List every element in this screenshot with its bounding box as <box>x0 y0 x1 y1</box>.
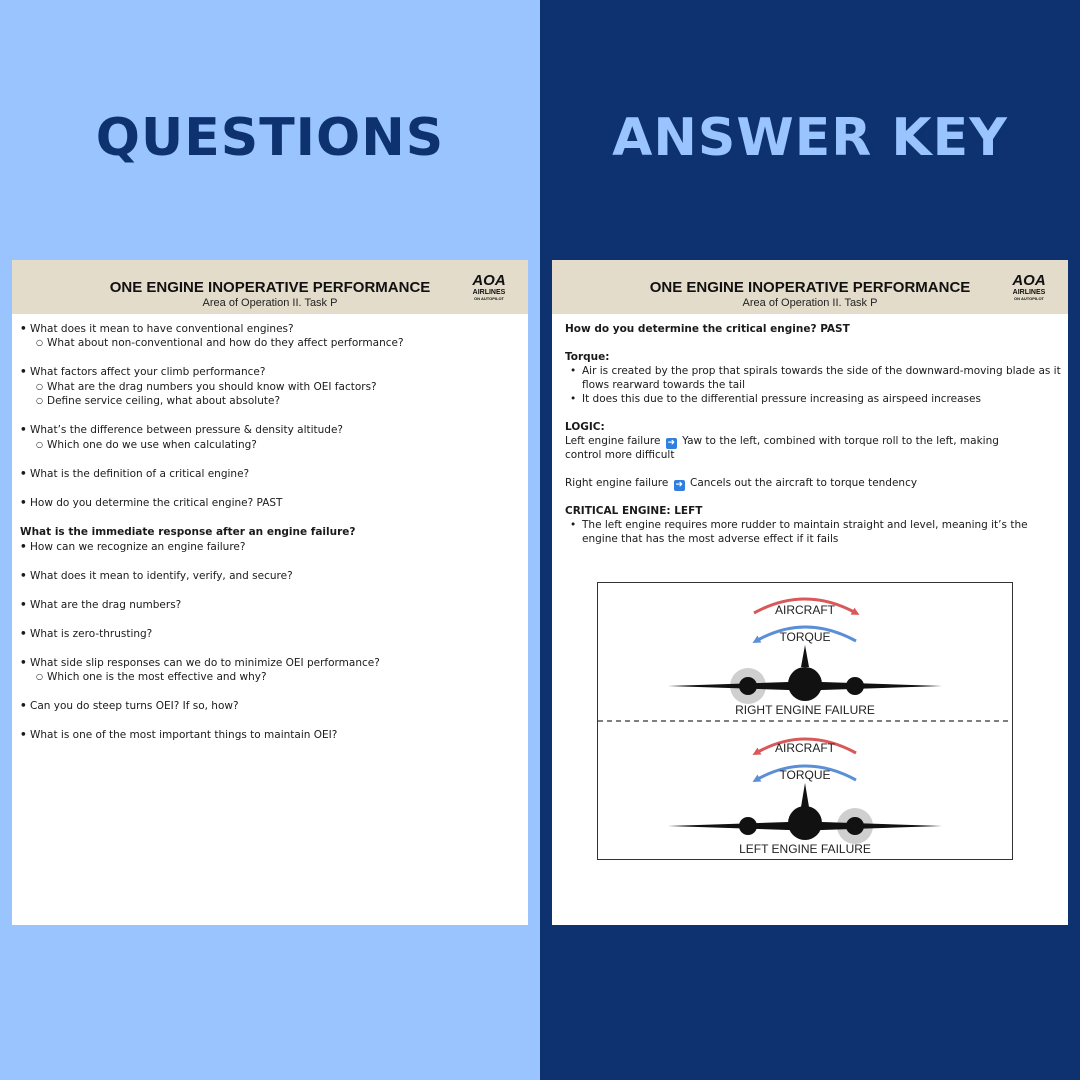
diagram-caption: RIGHT ENGINE FAILURE <box>735 703 875 717</box>
logic-left-continuation: control more difficult <box>565 449 675 461</box>
list-item: • What side slip responses can we do to minimize OEI performance? <box>30 656 380 670</box>
list-item: • What does it mean to have conventional engines? <box>30 322 294 336</box>
arrow-right-icon: ➜ <box>675 480 683 490</box>
left-engine <box>739 677 757 695</box>
list-item: • What are the drag numbers? <box>30 598 181 612</box>
arrow-right-icon: ➜ <box>667 438 676 448</box>
left-engine <box>739 817 757 835</box>
engine-failure-diagram <box>597 582 1013 860</box>
list-item: • What factors affect your climb performance? <box>30 365 265 379</box>
sheet-title: ONE ENGINE INOPERATIVE PERFORMANCE <box>649 279 971 296</box>
airlines-logo <box>466 274 512 302</box>
logo-line1: AIRLINES <box>1012 289 1046 296</box>
aircraft-label: AIRCRAFT <box>775 603 835 617</box>
logo-line2: ON AUTOPILOT <box>1014 296 1044 301</box>
list-item: • What’s the difference between pressure & density altitude? <box>30 423 343 437</box>
logic-right-label: Right engine failure <box>565 477 669 489</box>
list-subitem: ○ Define service ceiling, what about absolute? <box>47 394 280 408</box>
sheet-subtitle: Area of Operation II. Task P <box>742 297 878 309</box>
logic-left-result: Yaw to the left, combined with torque roll to the left, making <box>682 435 999 447</box>
sheet-header <box>552 260 1068 314</box>
questions-heading: QUESTIONS <box>95 108 445 168</box>
logo-mark: AOA <box>1012 272 1046 289</box>
left-engine-failure-illustration <box>668 739 942 856</box>
section-heading: What is the immediate response after an engine failure? <box>20 526 356 538</box>
torque-bullet: • Air is created by the prop that spirals towards the side of the downward-moving blade as it flows rearward towards the tail <box>582 364 1062 392</box>
fuselage <box>788 806 822 840</box>
logic-right-result: Cancels out the aircraft to torque tendency <box>690 477 918 489</box>
list-item: • What is the definition of a critical engine? <box>30 467 249 481</box>
critical-engine-bullet: • The left engine requires more rudder to maintain straight and level, meaning it’s the engine that has the most adverse effect if it fails <box>582 518 1062 546</box>
list-item: • Can you do steep turns OEI? If so, how? <box>30 699 239 713</box>
list-subitem: ○ Which one is the most effective and why? <box>47 670 267 684</box>
list-item: • How do you determine the critical engine? PAST <box>30 496 282 510</box>
right-engine-failure-illustration <box>668 599 942 717</box>
diagram-caption: LEFT ENGINE FAILURE <box>739 842 871 856</box>
torque-label: TORQUE <box>779 768 831 782</box>
torque-bullet: • It does this due to the differential pressure increasing as airspeed increases <box>582 392 1062 406</box>
answer-sheet <box>552 260 1068 925</box>
sheet-subtitle: Area of Operation II. Task P <box>202 297 338 309</box>
answer-key-panel <box>540 0 1080 1080</box>
logic-left-line <box>565 434 999 449</box>
airlines-logo <box>1006 274 1052 302</box>
tail-fin <box>801 783 809 807</box>
list-item: • What is one of the most important things to maintain OEI? <box>30 728 337 742</box>
list-subitem: ○ Which one do we use when calculating? <box>47 438 257 452</box>
logic-right-line <box>565 476 917 491</box>
logo-line1: AIRLINES <box>472 289 506 296</box>
diagram-svg <box>598 583 1012 859</box>
logic-heading: LOGIC: <box>565 421 605 433</box>
logo-line2: ON AUTOPILOT <box>474 296 504 301</box>
answer-question: How do you determine the critical engine? PAST <box>565 323 850 335</box>
right-engine <box>846 817 864 835</box>
questions-sheet <box>12 260 528 925</box>
right-engine <box>846 677 864 695</box>
list-item: • What does it mean to identify, verify, and secure? <box>30 569 293 583</box>
list-subitem: ○ What about non-conventional and how do they affect performance? <box>47 336 404 350</box>
fuselage <box>788 667 822 701</box>
sheet-title: ONE ENGINE INOPERATIVE PERFORMANCE <box>109 279 431 296</box>
aircraft-label: AIRCRAFT <box>775 741 835 755</box>
critical-engine-heading: CRITICAL ENGINE: LEFT <box>565 505 703 517</box>
sheet-header <box>12 260 528 314</box>
list-item: • How can we recognize an engine failure? <box>30 540 245 554</box>
torque-label: TORQUE <box>779 630 831 644</box>
list-subitem: ○ What are the drag numbers you should know with OEI factors? <box>47 380 377 394</box>
list-item: • What is zero-thrusting? <box>30 627 152 641</box>
torque-heading: Torque: <box>565 351 610 363</box>
tail-fin <box>801 645 809 667</box>
answer-key-heading: ANSWER KEY <box>612 108 1008 168</box>
logic-left-label: Left engine failure <box>565 435 661 447</box>
logo-mark: AOA <box>472 272 506 289</box>
